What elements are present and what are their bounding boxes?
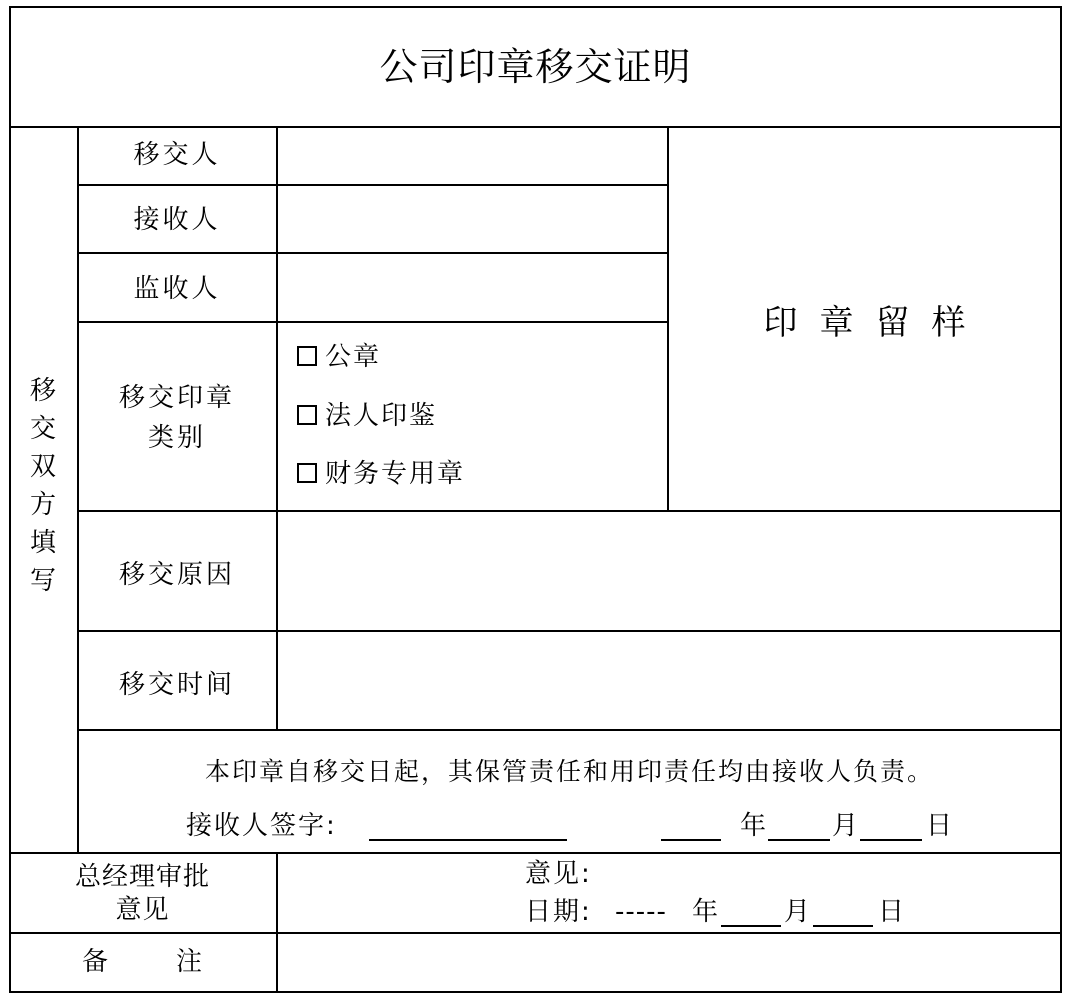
approval-day-label: 日 <box>878 897 905 927</box>
approval-day-line[interactable] <box>813 925 873 927</box>
signature-day-line[interactable] <box>860 839 922 841</box>
approval-year-label: 年 <box>692 897 719 927</box>
side-label-both-parties: 移交双方填写 <box>29 376 56 596</box>
rule-supervisor <box>78 321 668 323</box>
remarks-label-left: 备 <box>82 947 109 977</box>
label-seal-type-line2: 类别 <box>147 423 206 453</box>
signature-line[interactable] <box>369 839 567 841</box>
responsibility-statement: 本印章自移交日起，其保管责任和用印责任均由接收人负责。 <box>204 757 934 786</box>
label-time: 移交时间 <box>118 670 235 700</box>
supervisor-field[interactable] <box>278 254 667 321</box>
option-official-seal[interactable] <box>297 344 381 370</box>
option-finance-seal-label: 财务专用章 <box>325 459 466 489</box>
reason-field[interactable] <box>278 512 1060 630</box>
approval-month-line[interactable] <box>721 925 781 927</box>
rule-time <box>78 729 1062 731</box>
label-transferor: 移交人 <box>133 140 221 170</box>
receiver-field[interactable] <box>278 186 667 252</box>
border-left <box>9 6 11 993</box>
approval-month-label: 月 <box>784 897 811 927</box>
approval-label-line1: 总经理审批 <box>74 862 210 892</box>
border-right <box>1060 6 1062 993</box>
option-finance-seal[interactable] <box>297 461 465 487</box>
signature-label: 接收人签字: <box>186 811 337 841</box>
border-bottom <box>9 991 1062 993</box>
seal-sample-label: 印章留样 <box>763 303 988 343</box>
option-legal-rep-seal-label: 法人印鉴 <box>325 401 438 431</box>
seal-sample-area[interactable] <box>669 128 1060 510</box>
label-seal-type-line1: 移交印章 <box>118 383 235 413</box>
border-top <box>9 6 1062 8</box>
approval-date-dashes: ----- <box>615 897 667 927</box>
checkbox-icon[interactable] <box>297 405 317 425</box>
signature-month-line[interactable] <box>768 839 830 841</box>
label-receiver: 接收人 <box>133 205 221 235</box>
remarks-label-right: 注 <box>176 947 203 977</box>
rule-side-divider <box>77 126 79 854</box>
time-field[interactable] <box>278 632 1060 729</box>
label-reason: 移交原因 <box>118 560 235 590</box>
checkbox-icon[interactable] <box>297 463 317 483</box>
option-official-seal-label: 公章 <box>325 342 382 372</box>
approval-label-line2: 意见 <box>115 895 170 925</box>
approval-date-label: 日期: <box>525 897 592 927</box>
approval-opinion-field[interactable] <box>278 854 1060 932</box>
checkbox-icon[interactable] <box>297 346 317 366</box>
option-legal-rep-seal[interactable] <box>297 403 437 429</box>
signature-year-line[interactable] <box>661 839 721 841</box>
remarks-field[interactable] <box>278 934 1060 991</box>
signature-year-label: 年 <box>740 811 767 841</box>
approval-opinion-label: 意见: <box>525 859 592 889</box>
page-title: 公司印章移交证明 <box>379 45 692 89</box>
transferor-field[interactable] <box>278 128 667 184</box>
signature-day-label: 日 <box>926 811 953 841</box>
label-supervisor: 监收人 <box>133 274 221 304</box>
signature-month-label: 月 <box>832 811 859 841</box>
